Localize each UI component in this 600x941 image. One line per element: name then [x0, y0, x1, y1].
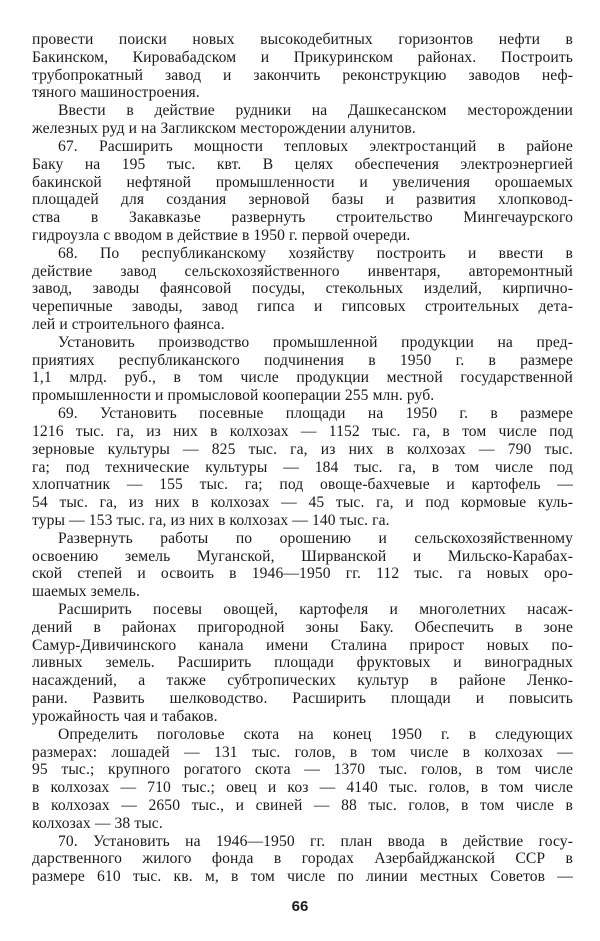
- text-line: дений в районах пригородной зоны Баку. Обеспечить в зоне: [32, 618, 573, 636]
- text-line: 1,1 млрд. руб., в том числе продукции местной государственной: [32, 369, 573, 387]
- text-line: освоению земель Муганской, Ширванской и Мильско-Карабах-: [32, 547, 573, 565]
- paragraph: [32, 245, 573, 334]
- page-number: 66: [291, 898, 309, 915]
- text-line: тяного машиностроения.: [32, 84, 200, 102]
- text-line: 95 тыс.; крупного рогатого скота — 1370 тыс. голов, в том числе: [32, 761, 573, 779]
- paragraph: [32, 601, 573, 726]
- text-line: шаемых земель.: [32, 583, 140, 601]
- paragraph: [32, 726, 573, 833]
- text-line: промышленности и промысловой кооперации 255 млн. руб.: [32, 387, 435, 405]
- text-line: Развернуть работы по орошению и сельскохозяйственному: [58, 529, 573, 547]
- text-line: гидроузла с вводом в действие в 1950 г. первой очереди.: [32, 226, 411, 244]
- paragraph: [32, 833, 573, 886]
- text-line: хлопчатник — 155 тыс. га; под овоще-бахчевые и картофель —: [32, 476, 573, 494]
- text-line: действие завод сельскохозяйственного инвентаря, авторемонтный: [32, 262, 573, 280]
- text-line: га; под технические культуры — 184 тыс. га, в том числе под: [32, 458, 573, 476]
- text-line: Баку на 195 тыс. квт. В целях обеспечения электроэнергией: [32, 155, 573, 173]
- text-line: 69. Установить посевные площади на 1950 г. в размере: [58, 405, 573, 423]
- text-line: Бакинском, Кировабадском и Прикуринском районах. Построить: [32, 48, 573, 66]
- text-line: ливных земель. Расширить площади фруктовых и виноградных: [32, 654, 573, 672]
- text-line: железных руд и на Загликском месторождении алунитов.: [32, 120, 416, 138]
- text-line: 70. Установить на 1946—1950 гг. план ввода в действие госу-: [58, 832, 573, 850]
- text-line: 1216 тыс. га, из них в колхозах — 1152 тыс. га, в том числе под: [32, 422, 573, 440]
- text-line: Самур-Дивичинского канала имени Сталина прирост новых по-: [32, 636, 573, 654]
- text-line: 68. По республиканскому хозяйству построить и ввести в: [58, 244, 573, 262]
- text-line: Ввести в действие рудники на Дашкесанском месторождении: [58, 102, 573, 120]
- text-line: дарственного жилого фонда в городах Азербайджанской ССР в: [32, 850, 573, 868]
- page-text: [32, 31, 573, 886]
- text-line: рани. Развить шелководство. Расширить площади и повысить: [32, 690, 573, 708]
- text-line: Установить производство промышленной продукции на пред-: [58, 333, 573, 351]
- text-line: завод, заводы фаянсовой посуды, стекольных изделий, кирпично-: [32, 280, 573, 298]
- text-line: провести поиски новых высокодебитных горизонтов нефти в: [32, 31, 573, 48]
- text-line: Определить поголовье скота на конец 1950 г. в следующих: [58, 725, 573, 743]
- text-line: бакинской нефтяной промышленности и увеличения орошаемых: [32, 173, 573, 191]
- text-line: зерновые культуры — 825 тыс. га, из них в колхозах — 790 тыс.: [32, 440, 573, 458]
- text-line: насаждений, а также субтропических культур в районе Ленко-: [32, 672, 573, 690]
- paragraph: [32, 138, 573, 245]
- paragraph: [32, 102, 573, 138]
- paragraph: [32, 530, 573, 601]
- text-line: урожайность чая и табаков.: [32, 707, 218, 725]
- text-line: в колхозах — 710 тыс.; овец и коз — 4140 тыс. голов, в том числе: [32, 779, 573, 797]
- paragraph: [32, 405, 573, 530]
- text-line: размерах: лошадей — 131 тыс. голов, в том числе в колхозах —: [32, 743, 573, 761]
- paragraph: [32, 31, 573, 102]
- paragraph: [32, 334, 573, 405]
- text-line: трубопрокатный завод и закончить реконструкцию заводов неф-: [32, 66, 573, 84]
- text-line: в колхозах — 2650 тыс., и свиней — 88 тыс. голов, в том числе в: [32, 796, 573, 814]
- text-line: размере 610 тыс. кв. м, в том числе по линии местных Советов —: [32, 868, 573, 886]
- text-line: 67. Расширить мощности тепловых электростанций в районе: [58, 137, 573, 155]
- text-line: лей и строительного фаянса.: [32, 316, 225, 333]
- text-line: ской степей и освоить в 1946—1950 гг. 112 тыс. га новых оро-: [32, 565, 573, 583]
- text-line: черепичные заводы, завод гипса и гипсовых строительных дета-: [32, 298, 573, 316]
- text-line: Расширить посевы овощей, картофеля и многолетних насаж-: [58, 601, 573, 618]
- text-line: приятиях республиканского подчинения в 1950 г. в размере: [32, 351, 573, 369]
- text-line: колхозах — 38 тыс.: [32, 814, 163, 832]
- text-line: площадей для создания зерновой базы и развития хлопковод-: [32, 191, 573, 209]
- text-line: туры — 153 тыс. га, из них в колхозах — 140 тыс. га.: [32, 511, 390, 529]
- text-line: ства в Закавказье развернуть строительство Мингечаурского: [32, 209, 573, 227]
- text-line: 54 тыс. га, из них в колхозах — 45 тыс. га, и под кормовые куль-: [32, 494, 573, 512]
